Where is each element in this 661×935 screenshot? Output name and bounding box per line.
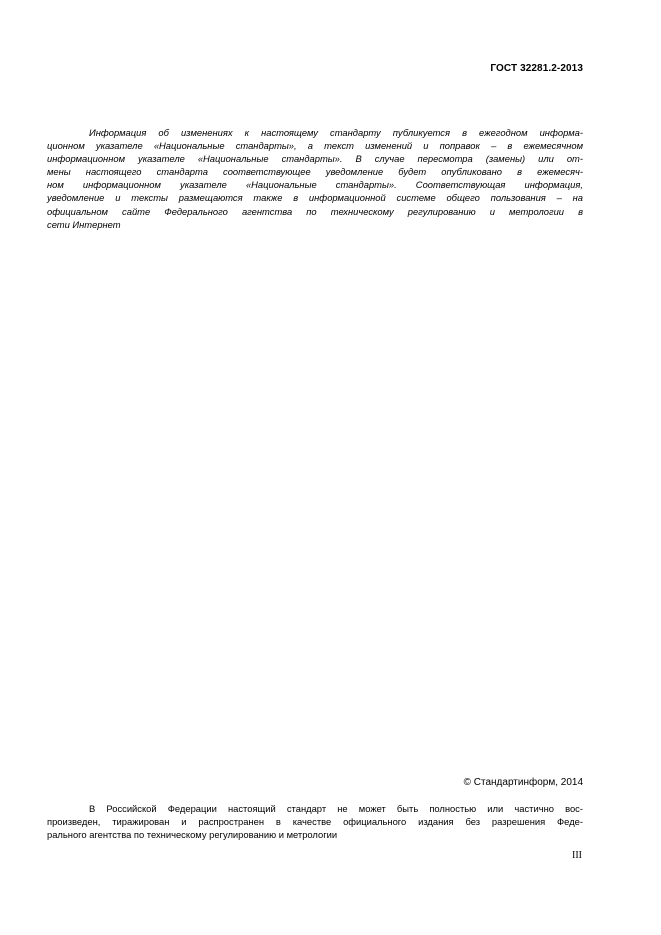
info-notice-line: уведомление и тексты размещаются также в информационной системе общего пользования – на <box>47 192 583 204</box>
legal-notice <box>47 802 583 841</box>
info-notice-line: сети Интернет <box>47 218 121 230</box>
info-notice-line: мены настоящего стандарта соответствующее уведомление будет опубликовано в ежемесяч- <box>47 166 583 178</box>
copyright-notice: © Стандартинформ, 2014 <box>463 777 583 788</box>
legal-notice-line: рального агентства по техническому регулированию и метрологии <box>47 829 338 841</box>
info-notice-line: официальном сайте Федерального агентства по техническому регулированию и метрологии в <box>47 205 583 217</box>
info-notice-line: ционном указателе «Национальные стандарты», а текст изменений и поправок – в ежемесячном <box>47 140 583 152</box>
legal-notice-line: В Российской Федерации настоящий стандарт не может быть полностью или частично вос- <box>89 803 583 814</box>
info-notice-line: информационном указателе «Национальные стандарты». В случае пересмотра (замены) или от- <box>47 153 583 165</box>
legal-notice-line: произведен, тиражирован и распространен в качестве официального издания без разрешения Феде- <box>47 816 583 828</box>
page-number: III <box>572 850 582 861</box>
standard-code-header: ГОСТ 32281.2-2013 <box>490 63 583 74</box>
info-notice-line: ном информационном указателе «Национальные стандарты». Соответствующая информация, <box>47 179 583 191</box>
info-notice-line: Информация об изменениях к настоящему стандарту публикуется в ежегодном информа- <box>89 127 583 138</box>
info-notice <box>47 126 583 231</box>
